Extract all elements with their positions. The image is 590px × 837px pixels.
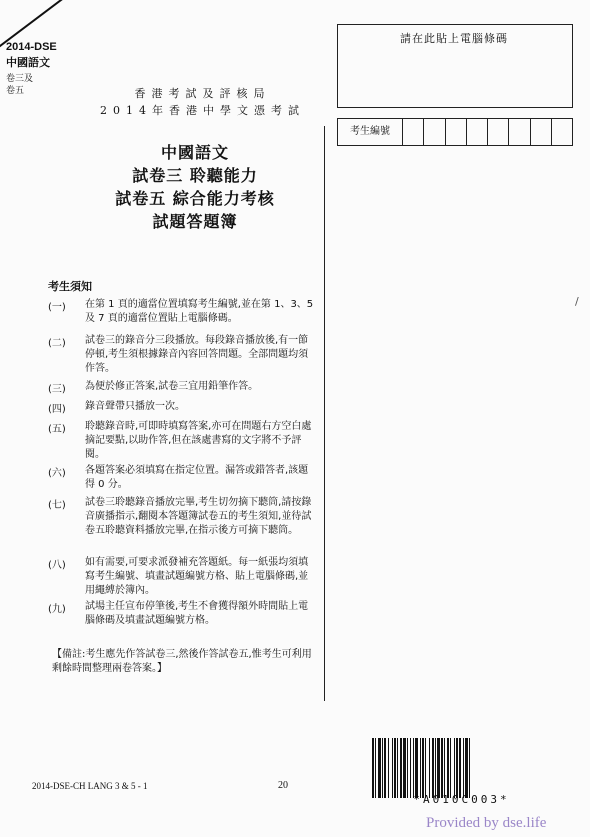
booklet-title: 試題答題簿: [152, 212, 238, 231]
corner-exam-code: 2014-DSE: [6, 41, 57, 53]
corner-papers-line1: 卷三及: [6, 74, 34, 84]
note-number: (六): [48, 468, 66, 479]
note-number: (四): [48, 404, 66, 415]
note-number: (三): [48, 384, 66, 395]
corner-subject: 中國語文: [6, 56, 50, 69]
barcode-text: *A010C003*: [413, 793, 510, 806]
barcode-bar: [470, 738, 472, 798]
note-text: 各題答案必須填寫在指定位置。漏答或錯答者,該題得 0 分。: [85, 465, 309, 490]
note-text: 錄音聲帶只播放一次。: [85, 401, 185, 412]
candidate-digit-cell[interactable]: [488, 119, 509, 145]
note-text: 在第 1 頁的適當位置填寫考生編號,並在第 1、3、5 及 7 頁的適當位置貼上電腦條碼。: [85, 299, 314, 324]
candidate-digit-cell[interactable]: [552, 119, 572, 145]
paper3-title: 試卷三 聆聽能力: [132, 166, 258, 185]
note-text: 如有需要,可要求派發補充答題紙。每一紙張均須填寫考生編號、填畫試題編號方格、貼上電腦條碼,並用繩縛於簿內。: [85, 557, 309, 596]
barcode-image: [372, 738, 551, 798]
note-number: (九): [48, 604, 66, 615]
candidate-digit-cell[interactable]: [424, 119, 445, 145]
remark: 【備註:考生應先作答試卷三,然後作答試卷五,惟考生可利用剩餘時間整理兩卷答案。】: [52, 649, 312, 674]
note-text: 試場主任宣布停筆後,考生不會獲得額外時間貼上電腦條碼及填畫試題編號方格。: [85, 601, 309, 626]
note-number: (一): [48, 302, 66, 313]
stray-mark: /: [575, 295, 579, 308]
candidate-digit-cell[interactable]: [403, 119, 424, 145]
watermark: Provided by dse.life: [426, 815, 547, 831]
exam-name: 2014年香港中學文憑考試: [100, 104, 305, 117]
authority-name: 香港考試及評核局: [134, 87, 271, 100]
page-number: 20: [278, 780, 288, 791]
notes-heading: 考生須知: [48, 280, 92, 293]
note-number: (七): [48, 500, 66, 511]
paper5-title: 試卷五 綜合能力考核: [115, 189, 275, 208]
barcode-sticker-label: 請在此貼上電腦條碼: [400, 32, 508, 45]
candidate-digit-cell[interactable]: [509, 119, 530, 145]
subject-title: 中國語文: [160, 143, 229, 162]
note-number: (二): [48, 338, 66, 349]
column-divider: [324, 126, 325, 701]
note-text: 為便於修正答案,試卷三宜用鉛筆作答。: [85, 381, 259, 392]
candidate-number-field[interactable]: [337, 118, 573, 146]
candidate-digit-cell[interactable]: [531, 119, 552, 145]
corner-papers-line2: 卷五: [6, 86, 25, 96]
note-number: (五): [48, 424, 66, 435]
note-text: 試卷三聆聽錄音播放完畢,考生切勿摘下聽筒,請按錄音廣播指示,翻閱本答題簿試卷五的考生須知,並待試卷五聆聽資料播放完畢,在指示後方可摘下聽筒。: [85, 497, 312, 536]
note-text: 試卷三的錄音分三段播放。每段錄音播放後,有一節停頓,考生須根據錄音內容回答問題。全部問題均須作答。: [85, 335, 309, 374]
paper-code: 2014-DSE-CH LANG 3 & 5 - 1: [32, 781, 148, 791]
candidate-digit-cell[interactable]: [446, 119, 467, 145]
note-number: (八): [48, 560, 66, 571]
candidate-digit-cell[interactable]: [467, 119, 488, 145]
note-text: 聆聽錄音時,可即時填寫答案,亦可在問題右方空白處摘記要點,以助作答,但在該處書寫的文字將不予評閱。: [85, 421, 312, 460]
candidate-number-label: 考生編號: [338, 119, 403, 145]
